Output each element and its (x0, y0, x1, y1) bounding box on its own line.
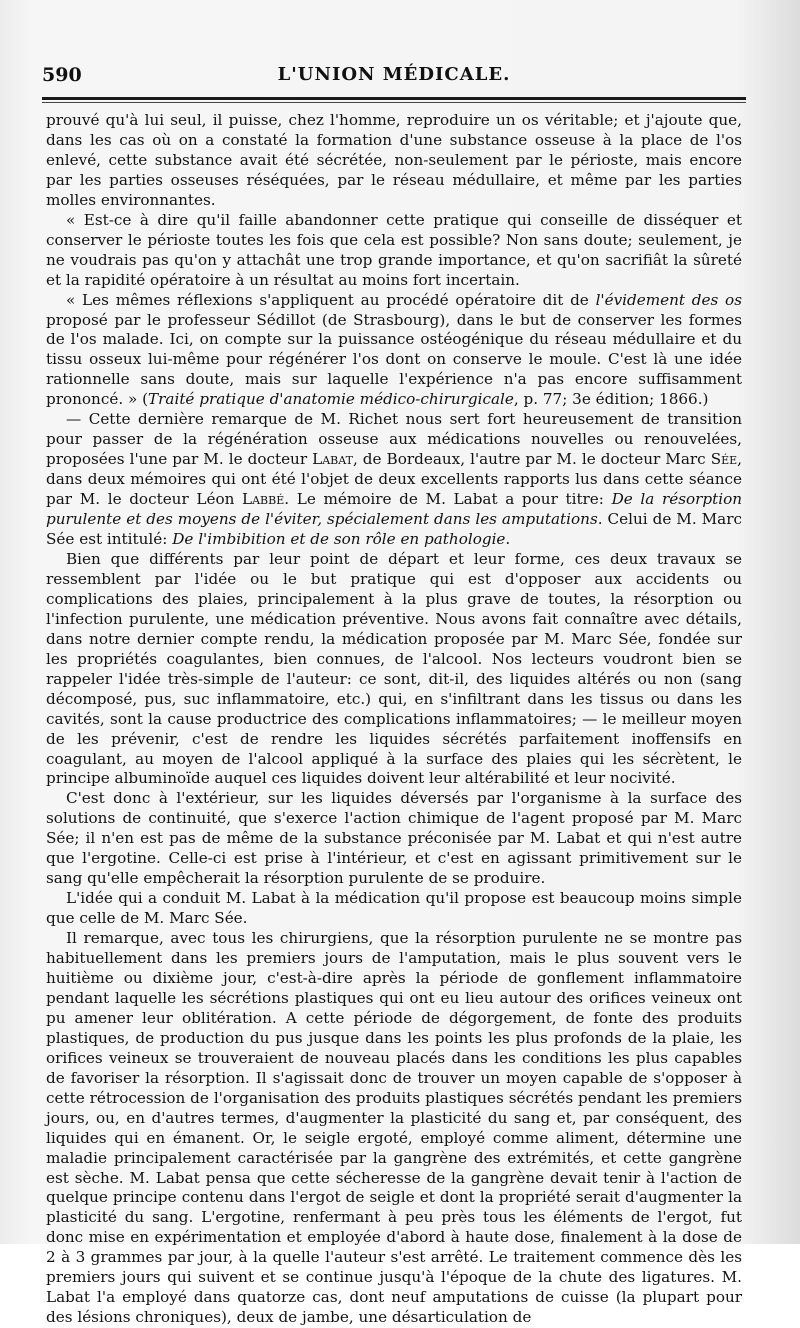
text-run: Il remarque, avec tous les chirurgiens, que la résorption purulente ne se montre pas habituellement dans les premiers jours de l'amputation, mais le plus souvent vers le huitième ou dixième jour, c'est-à-dire après la période de gonflement inflammatoire pendant laquelle les sécrétions plastiques qui ont eu lieu autour des orifices veineux ont pu amener leur oblitération. A cette période de dégorgement, de fonte des produits plastiques, de production du pus jusque dans les points les plus profonds de la plaie, les orifices veineux se trouveraient de nouveau placés dans les conditions les plus capables de favoriser la résorption. Il s'agissait donc de trouver un moyen capable de s'opposer à cette rétrocession de l'organisation des produits plastiques sécrétés pendant les premiers jours, ou, en d'autres termes, d'augmenter la plasticité du sang et, par conséquent, des liquides qui en émanent. Or, le seigle ergoté, employé comme aliment, détermine une maladie principalement caractérisée par la gangrène des extrémités, et cette gangrène est sèche. M. Labat pensa que cette sécheresse de la gangrène devait tenir à l'action de quelque principe contenu dans l'ergot de seigle et dont la propriété serait d'augmenter la plasticité du sang. L'ergotine, renfermant à peu près tous les éléments de l'ergot, fut donc mise en expérimentation et employée d'abord à haute dose, finalement à la dose de 2 à 3 grammes par jour, à la quelle l'auteur s'est arrêté. Le traitement commence dès les premiers jours qui suivent et se continue jusqu'à l'époque de la chute des ligatures. M. Labat l'a employé dans quatorze cas, dont neuf amputations de cuisse (la plupart pour des lésions chroniques), deux de jambe, une désarticulation de (46, 929, 742, 1327)
text-run: , p. 77; 3e édition; 1866.) (513, 390, 709, 409)
text-run: C'est donc à l'extérieur, sur les liquides déversés par l'organisme à la surface des solutions de continuité, que s'exerce l'action chimique de l'agent proposé par M. Marc Sée; il n'en est pas de même de la substance préconisée par M. Labat et qui n'est autre que l'ergotine. Celle-ci est prise à l'intérieur, et c'est en agissant primitivement sur le sang qu'elle empêcherait la résorption purulente de se produire. (46, 789, 742, 888)
text-run: proposé par le professeur Sédillot (de Strasbourg), dans le but de conserver les formes de l'os malade. Ici, on compte sur la puissance ostéogénique du réseau médullaire et du tissu osseux lui-même pour régénérer l'os dont on conserve le moule. C'est là une idée rationnelle sans doute, mais sur laquelle l'expérience n'a pas encore suffisamment prononcé. » ( (46, 310, 742, 409)
paragraph (46, 410, 742, 550)
paragraph (46, 211, 742, 291)
text-run: Bien que différents par leur point de départ et leur forme, ces deux travaux se ressemblent par l'idée ou le but pratique qui est d'opposer aux accidents ou complications des plaies, principalement à la plus grave de toutes, la résorption ou l'infection purulente, une médication préventive. Nous avons fait connaître avec détails, dans notre dernier compte rendu, la médication proposée par M. Marc Sée, fondée sur les propriétés coagulantes, bien connues, de l'alcool. Nos lecteurs voudront bien se rappeler l'idée très-simple de l'auteur: ce sont, dit-il, des liquides altérés ou non (sang décomposé, pus, suc inflammatoire, etc.) qui, en s'infiltrant dans les tissus ou dans les cavités, sont la cause productrice des complications inflammatoires; — le meilleur moyen de les prévenir, c'est de rendre les liquides sécrétés parfaitement inoffensifs en coagulant, au moyen de l'alcool appliqué à la surface des plaies qui les sécrètent, le principe albuminoïde auquel ces liquides doivent leur altérabilité et leur nocivité. (46, 549, 742, 788)
page-header (42, 62, 746, 92)
italic-text: Traité pratique d'anatomie médico-chirurgicale (148, 390, 514, 409)
header-rule (42, 97, 746, 100)
paragraph (46, 889, 742, 929)
author-name: Labbé (242, 490, 285, 509)
text-run: « Est-ce à dire qu'il faille abandonner cette pratique qui conseille de disséquer et conserver le périoste toutes les fois que cela est possible? Non sans doute; seulement, je ne voudrais pas qu'on y attachât une trop grande importance, et qu'on sacrifiât la sûreté et la rapidité opératoire à un résultat au moins fort incertain. (46, 210, 742, 289)
author-name: Labat (312, 450, 353, 469)
paragraph (46, 111, 742, 211)
paragraph (46, 291, 742, 411)
italic-text: De la résorption purulente et des moyens de l'éviter, spécialement dans les amputations (46, 490, 743, 529)
text-run: — Cette dernière remarque de M. Richet nous sert fort heureusement de transition pour passer de la régénération osseuse aux médications nouvelles ou renouvelées, proposées l'une par M. le docteur (46, 410, 742, 469)
italic-text: l'évidement des os (595, 290, 742, 309)
text-run: , de Bordeaux, l'autre par M. le docteur Marc (352, 450, 711, 469)
text-run: , dans deux mémoires qui ont été l'objet de deux excellents rapports lus dans cette séance par M. le docteur Léon (46, 450, 742, 509)
text-run: L'idée qui a conduit M. Labat à la médication qu'il propose est beaucoup moins simple que celle de M. Marc Sée. (46, 889, 742, 928)
author-name: Sée (710, 450, 738, 469)
journal-title: L'UNION MÉDICALE. (277, 64, 511, 85)
text-run: . (505, 530, 511, 549)
paragraph (46, 789, 742, 889)
text-run: prouvé qu'à lui seul, il puisse, chez l'homme, reproduire un os véritable; et j'ajoute que, dans les cas où on a constaté la formation d'une substance osseuse à la place de l'os enlevé, cette substance avait été sécrétée, non-seulement par le périoste, mais encore par les parties osseuses réséquées, par le réseau médullaire, et même par les parties molles environnantes. (46, 111, 742, 209)
text-run: . Celui de M. Marc Sée est intitulé: (46, 510, 742, 549)
italic-text: De l'imbibition et de son rôle en pathologie (172, 530, 506, 549)
header-rule-thin (42, 102, 746, 103)
article-body (46, 111, 742, 1328)
paragraph (46, 929, 742, 1328)
page-number: 590 (42, 64, 82, 86)
text-run: . Le mémoire de M. Labat a pour titre: (284, 490, 612, 509)
text-run: « Les mêmes réflexions s'appliquent au procédé opératoire dit de (66, 290, 596, 309)
paragraph (46, 550, 742, 789)
